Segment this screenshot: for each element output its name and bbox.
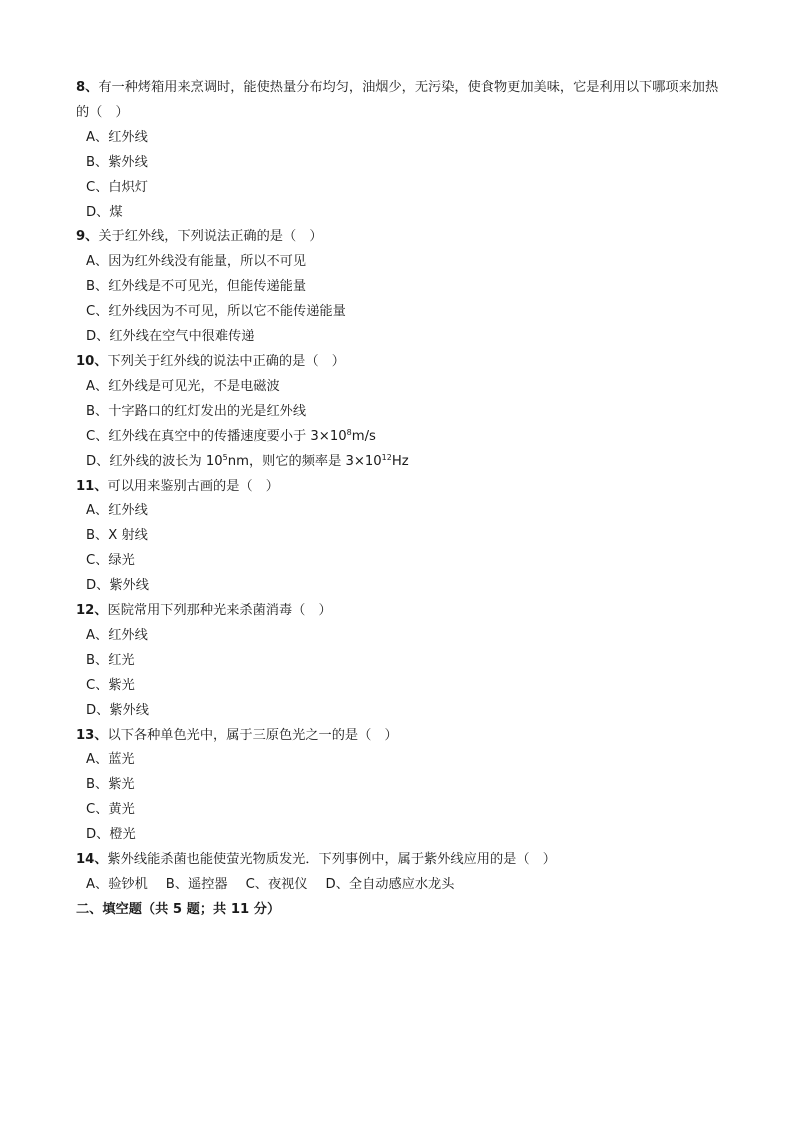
question-stem: [76, 76, 724, 126]
question-number: 12、: [76, 603, 108, 619]
section-title: 二、填空题（共 5 题；共 11 分）: [76, 901, 281, 917]
question-stem: [76, 599, 724, 624]
question-number: 8、: [76, 80, 99, 95]
question-list: [76, 76, 724, 923]
unit: m/s: [351, 428, 376, 444]
option-c: C、夜视仪: [245, 877, 308, 892]
option-c: C、绿光: [86, 553, 135, 569]
question-number: 10、: [76, 353, 108, 369]
option-d-text: D、红外线的波长为 10: [86, 453, 223, 469]
option-a: A、红外线是可见光，不是电磁波: [86, 378, 280, 394]
option-a: A、红外线: [86, 503, 148, 519]
question-8: [76, 76, 724, 225]
exponent: 5: [222, 452, 228, 462]
option-row: [76, 873, 724, 898]
question-stem: [76, 475, 724, 500]
question-12: [76, 599, 724, 724]
question-10: [76, 350, 724, 475]
option-b: B、十字路口的红灯发出的光是红外线: [86, 403, 307, 419]
question-stem: [76, 225, 724, 250]
unit: Hz: [391, 453, 409, 469]
option-b: B、紫光: [86, 777, 135, 793]
question-14: [76, 848, 724, 898]
option-c: C、红外线因为不可见，所以它不能传递能量: [86, 304, 346, 320]
question-text: 紫外线能杀菌也能使萤光物质发光．下列事例中，属于紫外线应用的是（ ）: [107, 852, 556, 868]
option-a: A、蓝光: [86, 752, 135, 768]
option-d: [76, 450, 724, 475]
question-number: 11、: [76, 478, 108, 494]
question-9: [76, 225, 724, 350]
question-text: 关于红外线，下列说法正确的是（ ）: [98, 229, 323, 245]
option-a: A、红外线: [86, 129, 148, 145]
option-b: B、红光: [86, 652, 135, 668]
exponent: 12: [381, 452, 392, 462]
option-d: D、紫外线: [86, 578, 149, 594]
option-d: D、橙光: [86, 827, 136, 843]
option-c: C、白炽灯: [86, 179, 148, 195]
question-text: 有一种烤箱用来烹调时，能使热量分布均匀，油烟少，无污染，使食物更加美味，它是利用以下哪项来加热的（ ）: [76, 80, 719, 120]
question-11: [76, 475, 724, 600]
exponent: 8: [346, 427, 352, 437]
question-text: 以下各种单色光中，属于三原色光之一的是（ ）: [107, 727, 398, 743]
option-a: A、验钞机: [86, 877, 148, 892]
option-c-text: C、红外线在真空中的传播速度要小于 3×10: [86, 428, 347, 444]
option-c: [76, 425, 724, 450]
option-b: B、红外线是不可见光，但能传递能量: [86, 279, 307, 295]
question-stem: [76, 350, 724, 375]
option-c: C、黄光: [86, 802, 135, 818]
option-b: B、遥控器: [165, 877, 228, 892]
question-number: 13、: [76, 727, 108, 743]
option-d: D、煤: [86, 204, 123, 220]
question-13: [76, 724, 724, 849]
option-d-mid: nm，则它的频率是 3×10: [227, 453, 382, 469]
question-stem: [76, 848, 724, 873]
question-text: 医院常用下列那种光来杀菌消毒（ ）: [107, 603, 332, 619]
question-stem: [76, 724, 724, 749]
question-text: 下列关于红外线的说法中正确的是（ ）: [107, 353, 345, 369]
option-b: B、X 射线: [86, 528, 148, 544]
option-a: A、因为红外线没有能量，所以不可见: [86, 254, 307, 270]
option-d: D、红外线在空气中很难传递: [86, 329, 255, 345]
question-number: 14、: [76, 852, 108, 868]
question-number: 9、: [76, 229, 99, 245]
option-b: B、紫外线: [86, 154, 148, 170]
question-text: 可以用来鉴别古画的是（ ）: [107, 478, 279, 494]
option-d: D、紫外线: [86, 702, 149, 718]
option-d: D、全自动感应水龙头: [325, 877, 455, 892]
option-c: C、紫光: [86, 677, 135, 693]
option-a: A、红外线: [86, 627, 148, 643]
